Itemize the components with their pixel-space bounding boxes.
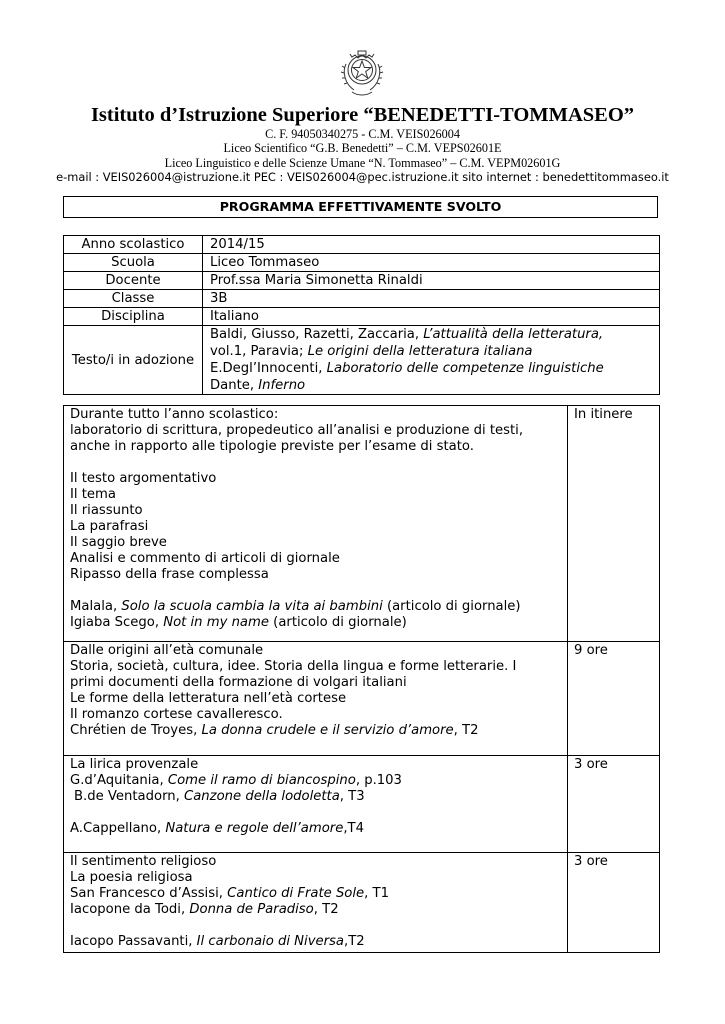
italian-republic-emblem-icon [338,48,386,98]
row2-line: Storia, società, cultura, idee. Storia della lingua e forme letterarie. I [70,659,517,674]
testi-publisher: vol.1, Paravia; [210,344,308,359]
liceo-linguistico-line: Liceo Linguistico e delle Scienze Umane “N. Tommaseo” – C.M. VEPM02601G [164,156,561,170]
testi-title-1: L’attualità della letteratura, [423,327,604,342]
row4-hours: 3 ore [568,853,660,953]
institute-title: Istituto d’Istruzione Superiore “BENEDETTI-TOMMASEO” [90,104,635,126]
work-title: Come il ramo di biancospino [167,773,356,788]
note: ,T4 [343,821,364,836]
testi-authors-1: Baldi, Giusso, Razetti, Zaccaria, [210,327,424,342]
row3-line: La lirica provenzale [70,757,199,772]
work-title: Canzone della lodoletta [184,789,340,804]
disciplina-label: Disciplina [64,308,203,326]
testi-authors-4: Dante, [210,378,259,393]
contacts-line: e-mail : VEIS026004@istruzione.it PEC : VEIS026004@pec.istruzione.it sito internet : benedettitommaseo.it [56,170,669,184]
work-title: Donna de Paradiso [189,902,314,917]
row4-line-iacopone [70,902,561,918]
testi-line-3 [210,360,652,377]
program-table [63,405,660,953]
row1-line: laboratorio di scrittura, propedeutico all’analisi e produzione di testi, [70,423,524,438]
row2-line: Le forme della letteratura nell’età cortese [70,691,347,706]
author: Iacopone da Todi, [70,902,190,917]
row1-line: Durante tutto l’anno scolastico: [70,407,279,422]
course-info-table [63,235,660,395]
testi-title-2: Le origini della letteratura italiana [307,344,533,359]
row1-line: Il testo argomentativo [70,471,217,486]
author: San Francesco d’Assisi, [70,886,228,901]
row1-line: Il tema [70,487,116,502]
info-row-docente [64,272,660,290]
program-row-3 [64,756,660,853]
row2-line: primi documenti della formazione di volgari italiani [70,675,407,690]
note: , T2 [313,902,339,917]
work-title: La donna crudele e il servizio d’amore [201,723,454,738]
docente-label: Docente [64,272,203,290]
scuola-label: Scuola [64,254,203,272]
institute-codes: C. F. 94050340275 - C.M. VEIS026004 [265,127,460,141]
author: A.Cappellano, [70,821,166,836]
testi-line-4 [210,377,652,394]
row4-line: La poesia religiosa [70,870,193,885]
info-row-scuola [64,254,660,272]
testi-line-2 [210,343,652,360]
program-row-3-content [64,756,568,853]
author: Iacopo Passavanti, [70,934,197,949]
testi-value [203,326,660,395]
note: , T2 [453,723,479,738]
author: G.d’Aquitania, [70,773,168,788]
program-row-1-content [64,406,568,642]
testi-authors-3: E.Degl’Innocenti, [210,361,327,376]
note: , p.103 [355,773,402,788]
author: B.de Ventadorn, [74,789,185,804]
program-row-4 [64,853,660,953]
info-row-disciplina [64,308,660,326]
row1-line: Il riassunto [70,503,143,518]
anno-value: 2014/15 [203,236,660,254]
row2-hours: 9 ore [568,642,660,756]
row2-line-chretien [70,723,561,739]
work-title: Cantico di Frate Sole [227,886,365,901]
row4-line-passavanti [70,934,561,950]
author: Chrétien de Troyes, [70,723,202,738]
anno-label: Anno scolastico [64,236,203,254]
row1-hours: In itinere [568,406,660,642]
row3-line-aquitania [70,773,561,789]
disciplina-value: Italiano [203,308,660,326]
row3-hours: 3 ore [568,756,660,853]
docente-value: Prof.ssa Maria Simonetta Rinaldi [203,272,660,290]
program-row-4-content [64,853,568,953]
row2-line: Il romanzo cortese cavalleresco. [70,707,283,722]
row4-line-francesco [70,886,561,902]
note: , T1 [364,886,390,901]
row3-line-cappellano [70,821,561,837]
row1-line-malala [70,599,561,615]
row1-line: Ripasso della frase complessa [70,567,269,582]
program-banner: PROGRAMMA EFFETTIVAMENTE SVOLTO [63,196,658,218]
info-row-testi [64,326,660,395]
classe-label: Classe [64,290,203,308]
row1-line: Il saggio breve [70,535,167,550]
program-row-2-content [64,642,568,756]
row3-line-ventadorn [70,789,561,805]
row4-line: Il sentimento religioso [70,854,217,869]
program-row-2 [64,642,660,756]
work-title: Natura e regole dell’amore [165,821,344,836]
note: (articolo di giornale) [382,599,521,614]
testi-line-1 [210,326,652,343]
work-title: Not in my name [163,615,269,630]
testi-title-4: Inferno [258,378,306,393]
liceo-scientifico-line: Liceo Scientifico “G.B. Benedetti” – C.M. VEPS02601E [223,141,502,155]
classe-value: 3B [203,290,660,308]
row1-line: La parafrasi [70,519,149,534]
info-row-classe [64,290,660,308]
note: , T3 [339,789,365,804]
testi-title-3: Laboratorio delle competenze linguistiche [326,361,604,376]
info-row-anno [64,236,660,254]
scuola-value: Liceo Tommaseo [203,254,660,272]
row1-line-scego [70,615,561,631]
author: Malala, [70,599,122,614]
row2-line: Dalle origini all’età comunale [70,643,264,658]
program-row-1 [64,406,660,642]
work-title: Il carbonaio di Niversa [196,934,345,949]
testi-label: Testo/i in adozione [64,326,203,395]
author: Igiaba Scego, [70,615,164,630]
row1-line: Analisi e commento di articoli di giornale [70,551,340,566]
note: (articolo di giornale) [268,615,407,630]
note: ,T2 [344,934,365,949]
work-title: Solo la scuola cambia la vita ai bambini [121,599,383,614]
row1-line: anche in rapporto alle tipologie previste per l’esame di stato. [70,439,474,454]
